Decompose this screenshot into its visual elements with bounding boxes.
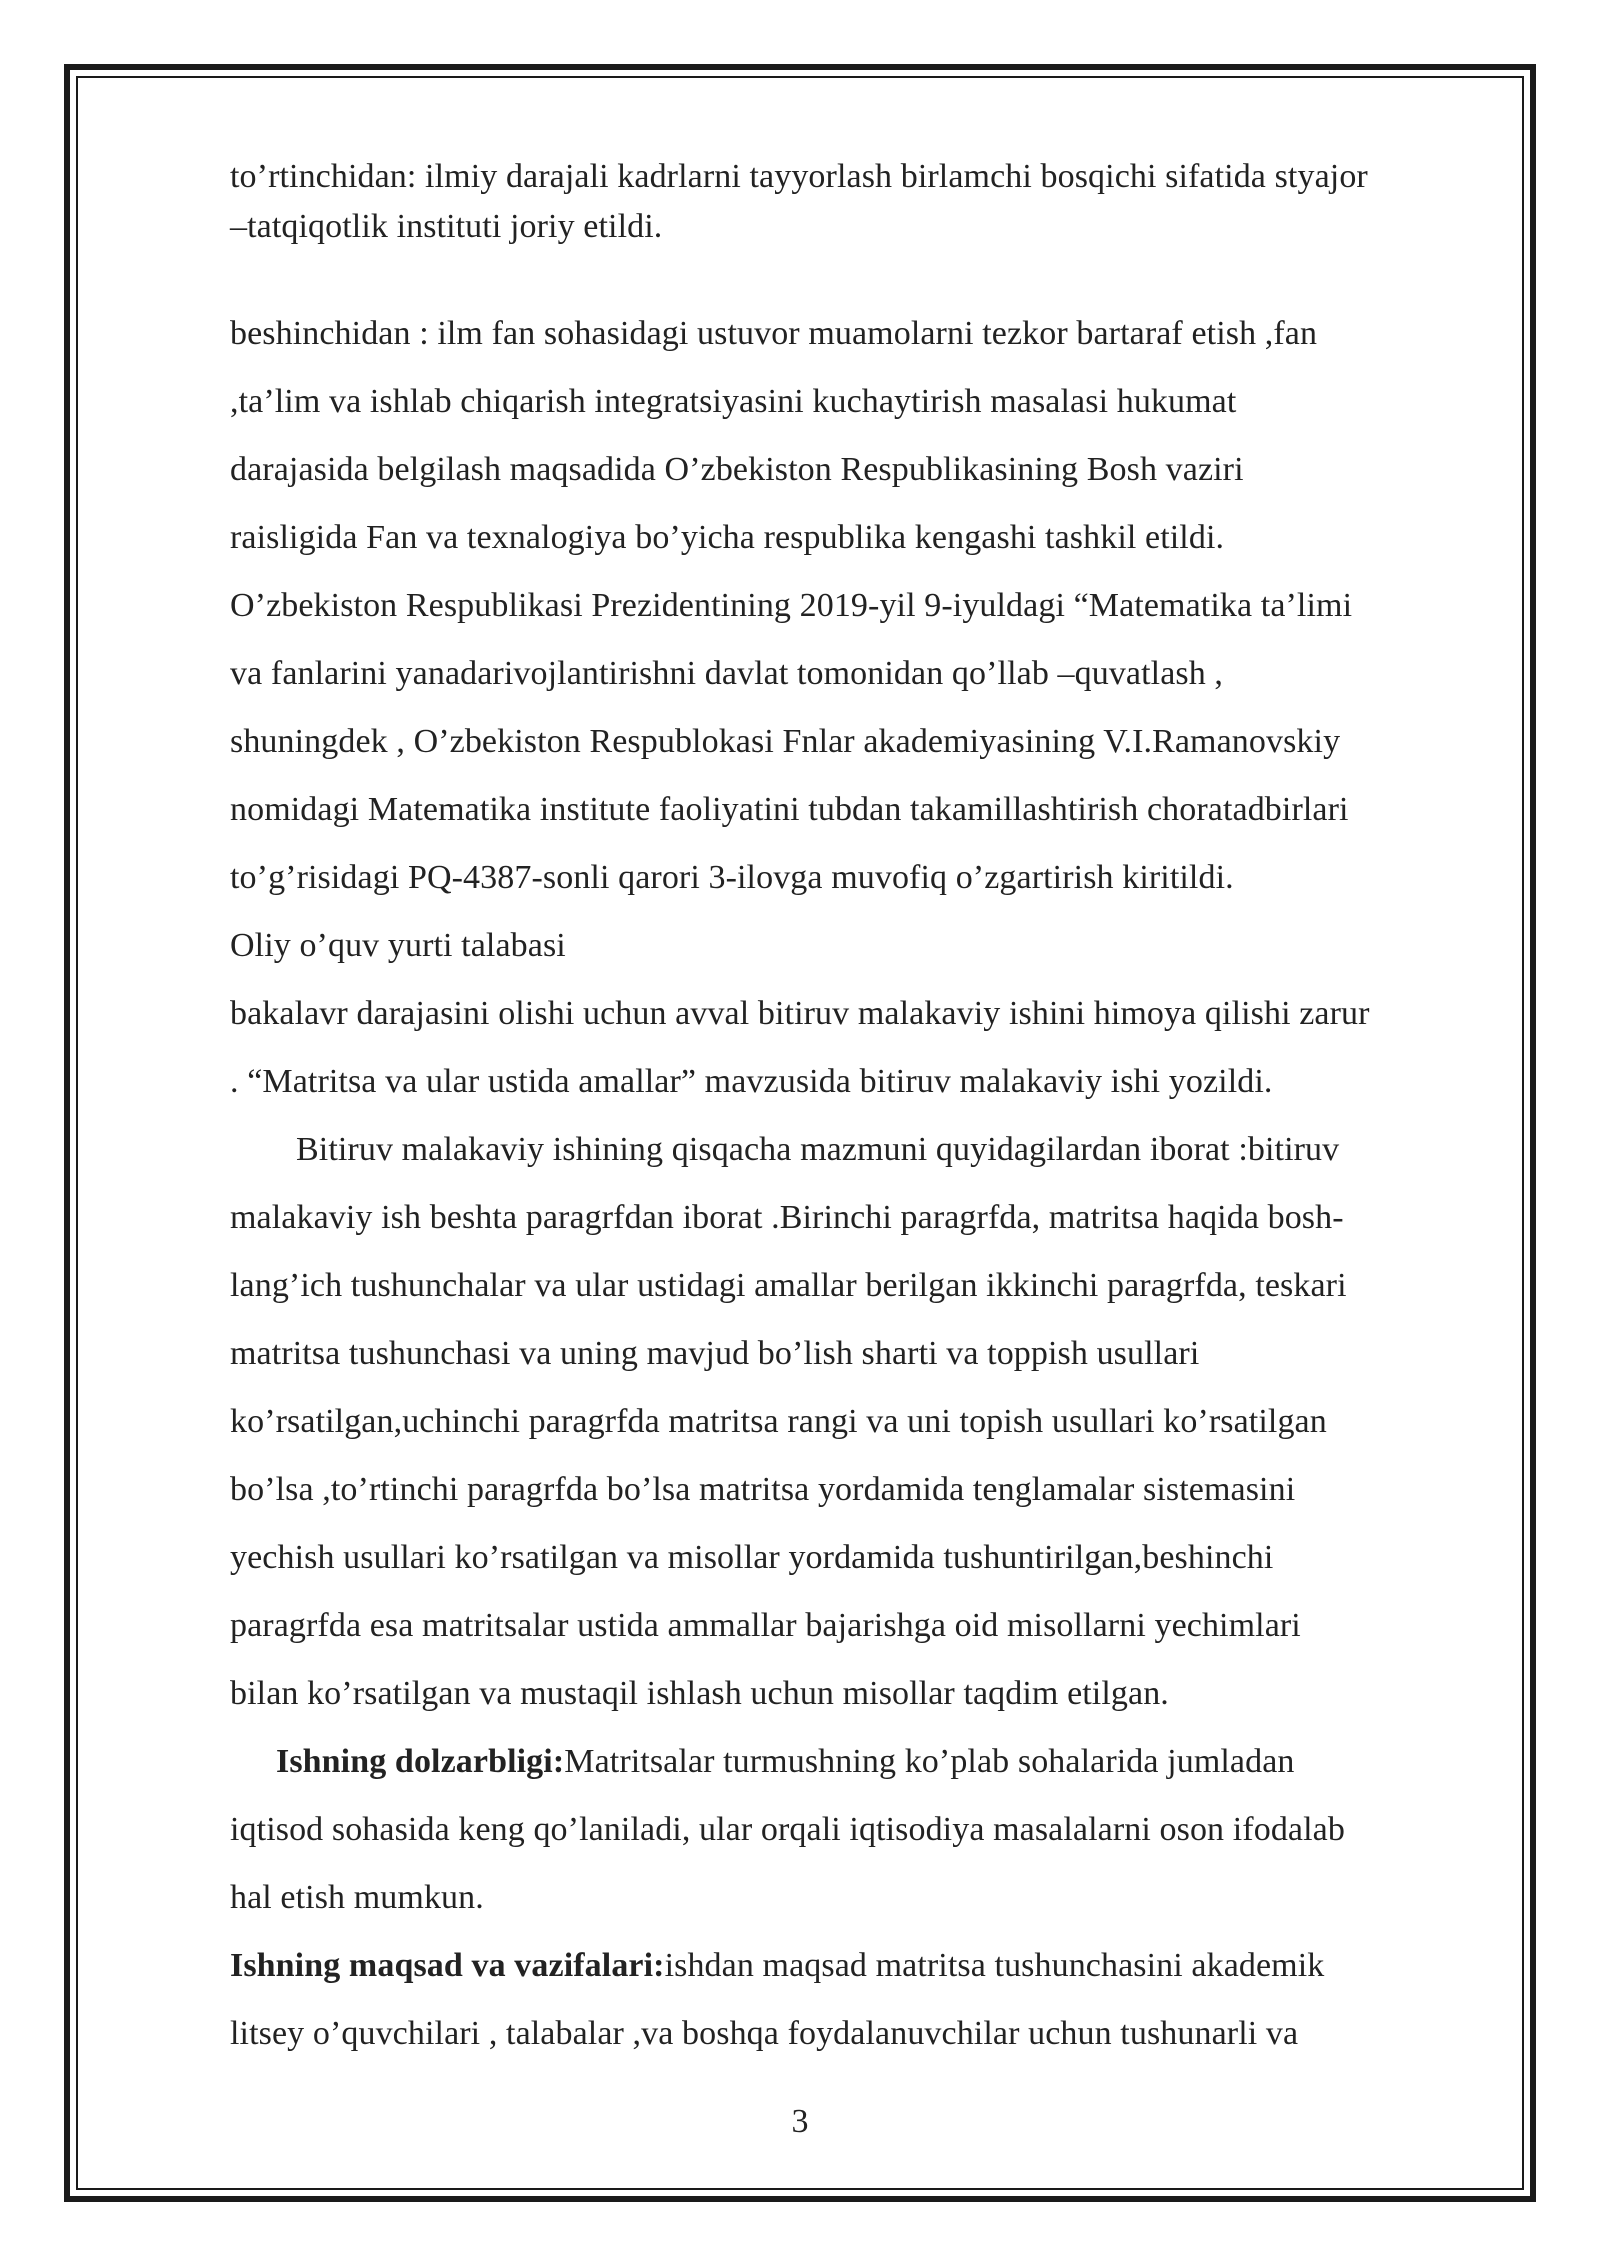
text-line: darajasida belgilash maqsadida O’zbekiston Respublikasining Bosh vaziri [230,451,1244,488]
paragraph-summary [230,1116,1502,1728]
text-line: Bitiruv malakaviy ishining qisqacha mazmuni quyidagilardan iborat :bitiruv [296,1131,1340,1168]
text-line: to’g’risidagi PQ-4387-sonli qarori 3-ilovga muvofiq o’zgartirish kiritildi. [230,859,1234,896]
text-line: ,ta’lim va ishlab chiqarish integratsiyasini kuchaytirish masalasi hukumat [230,383,1237,420]
relevance-text: Matritsalar turmushning ko’plab sohalarida jumladan [564,1743,1295,1780]
text-line: beshinchidan : ilm fan sohasidagi ustuvor muamolarni tezkor bartaraf etish ,fan [230,315,1318,352]
text-line: raisligida Fan va texnalogiya bo’yicha respublika kengashi tashkil etildi. [230,519,1225,556]
paragraph-fifthly [230,300,1502,572]
paragraph-goals [230,1932,1502,2068]
text-line: paragrfda esa matritsalar ustida ammallar bajarishga oid misollarni yechimlari [230,1607,1301,1644]
text-line: matritsa tushunchasi va uning mavjud bo’lish sharti va toppish usullari [230,1335,1200,1372]
paragraph-relevance [230,1728,1502,1932]
text-line: malakaviy ish beshta paragrfdan iborat .Birinchi paragrfda, matritsa haqida bosh- [230,1199,1344,1236]
text-line: bilan ko’rsatilgan va mustaqil ishlash uchun misollar taqdim etilgan. [230,1675,1169,1712]
text-line: bo’lsa ,to’rtinchi paragrfda bo’lsa matritsa yordamida tenglamalar sistemasini [230,1471,1296,1508]
text-line: O’zbekiston Respublikasi Prezidentining 2019-yil 9-iyuldagi “Matematika ta’limi [230,587,1353,624]
goals-text: ishdan maqsad matritsa tushunchasini akademik [664,1947,1325,1984]
text-line: ko’rsatilgan,uchinchi paragrfda matritsa rangi va uni topish usullari ko’rsatilgan [230,1403,1327,1440]
paragraph-student [230,912,1502,1116]
text-line: bakalavr darajasini olishi uchun avval bitiruv malakaviy ishini himoya qilishi zarur [230,995,1370,1032]
text-line: hal etish mumkun. [230,1879,484,1916]
text-line: nomidagi Matematika institute faoliyatini tubdan takamillashtirish choratadbirlari [230,791,1349,828]
text-line: litsey o’quvchilari , talabalar ,va boshqa foydalanuvchilar uchun tushunarli va [230,2015,1299,2052]
paragraph-spacer [230,252,1502,300]
paragraph-decree [230,572,1502,912]
goals-heading: Ishning maqsad va vazifalari: [230,1947,665,1984]
text-line [230,1728,1502,1796]
relevance-heading: Ishning dolzarbligi: [276,1743,565,1780]
text-line [230,1932,1502,2000]
text-line: va fanlarini yanadarivojlantirishni davlat tomonidan qo’llab –quvatlash , [230,655,1224,692]
paragraph-fourthly [230,152,1502,252]
text-line: Oliy o’quv yurti talabasi [230,927,566,964]
text-line: . “Matritsa va ular ustida amallar” mavzusida bitiruv malakaviy ishi yozildi. [230,1063,1273,1100]
text-line: lang’ich tushunchalar va ular ustidagi amallar berilgan ikkinchi paragrfda, teskari [230,1267,1347,1304]
text-line: iqtisod sohasida keng qo’laniladi, ular orqali iqtisodiya masalalarni oson ifodalab [230,1811,1345,1848]
text-line: yechish usullari ko’rsatilgan va misollar yordamida tushuntirilgan,beshinchi [230,1539,1274,1576]
page-number: 3 [791,2103,809,2140]
text-line: –tatqiqotlik instituti joriy etildi. [230,208,663,245]
text-line: to’rtinchidan: ilmiy darajali kadrlarni tayyorlash birlamchi bosqichi sifatida styajor [230,158,1368,195]
text-line: shuningdek , O’zbekiston Respublokasi Fnlar akademiyasining V.I.Ramanovskiy [230,723,1341,760]
page-body [230,152,1502,2068]
